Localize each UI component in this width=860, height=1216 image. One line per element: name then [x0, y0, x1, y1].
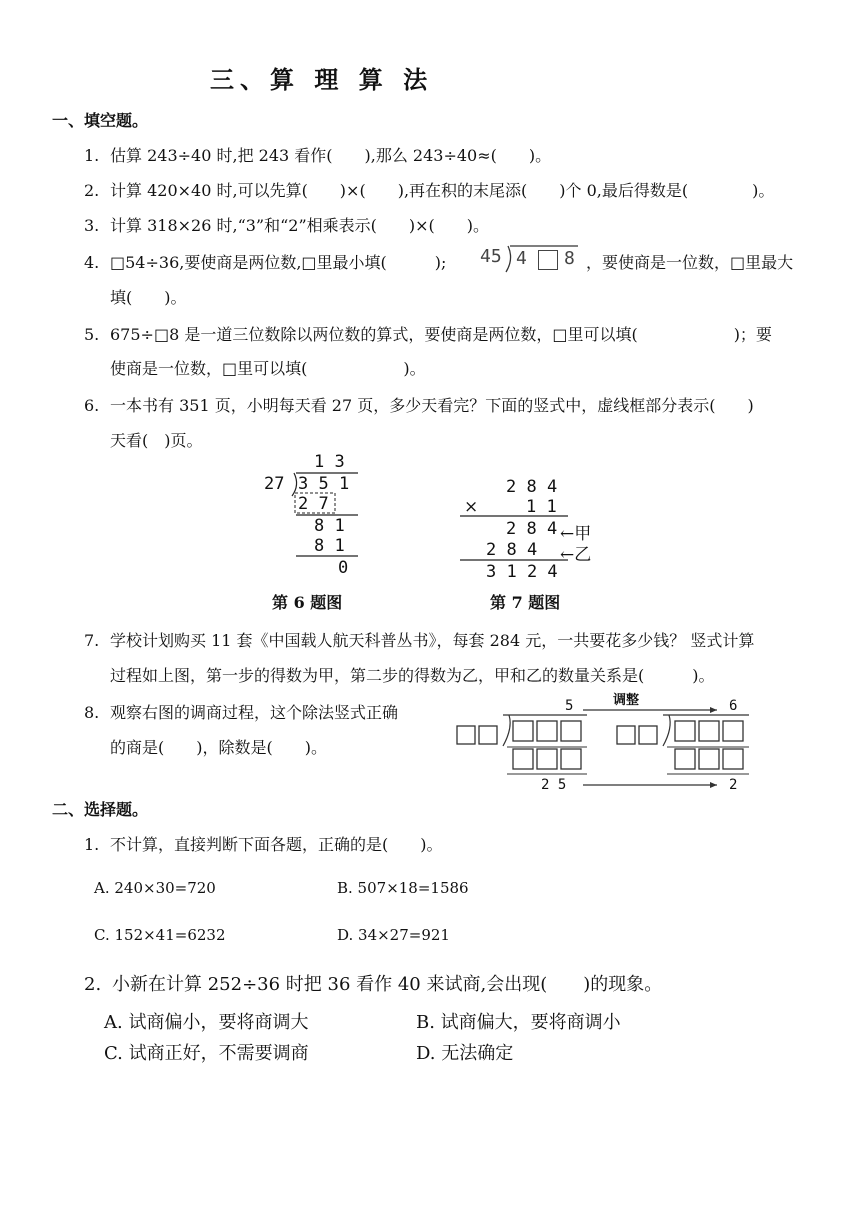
fig7-label-jia: ←甲: [560, 524, 592, 544]
fig7-multiplier: 1 1: [526, 497, 557, 517]
fig7-label-yi: ←乙: [560, 545, 592, 565]
choice-question-2: 2. 小新在计算 252÷36 时把 36 看作 40 来试商,会出现( )的现象。: [84, 974, 663, 995]
question-5: 5. 675÷□8 是一道三位数除以两位数的算式，要使商是两位数，□里可以填( )；要: [84, 325, 772, 344]
choice-question-1: 1. 不计算，直接判断下面各题，正确的是( )。: [84, 835, 443, 854]
fig8-bottom-right: 2: [729, 777, 738, 793]
question-4: 4. □54÷36,要使商是两位数,□里最小填( );: [84, 253, 447, 272]
fig6-divisor: 27: [264, 474, 285, 494]
q4-divisor: 45: [480, 246, 502, 267]
question-4-line-3: 填( )。: [110, 288, 187, 307]
q4-blank-box: [538, 250, 558, 270]
choice-1-option-b: B. 507×18=1586: [337, 879, 469, 897]
question-8: 8. 观察右图的调商过程，这个除法竖式正确: [84, 703, 399, 722]
choice-2-option-b: B. 试商偏大，要将商调小: [416, 1012, 621, 1033]
fig6-step2: 8 1: [314, 516, 345, 536]
section1-heading: 一、填空题。: [52, 111, 149, 130]
question-6-line-2: 天看( )页。: [110, 431, 203, 450]
page-title: 三、算 理 算 法: [210, 65, 434, 94]
choice-1-option-d: D. 34×27=921: [337, 926, 450, 944]
question-8-line-2: 的商是( )，除数是( )。: [110, 738, 327, 757]
question-2: 2. 计算 420×40 时,可以先算( )×( ),再在积的末尾添( )个 0,最后得数是( )。: [84, 181, 775, 200]
fig8-lines: [455, 688, 755, 798]
fig6-quotient: 1 3: [314, 452, 345, 472]
fig8-quotient-right: 6: [729, 698, 738, 714]
figure-8-quotient-adjustment: [455, 688, 755, 798]
choice-1-option-c: C. 152×41=6232: [94, 926, 226, 944]
question-7: 7. 学校计划购买 11 套《中国载人航天科普丛书》，每套 284 元，一共要花多少钱？ 竖式计算: [84, 631, 755, 650]
question-7-line-2: 过程如上图，第一步的得数为甲，第二步的得数为乙，甲和乙的数量关系是( )。: [110, 666, 715, 685]
figure-7-caption: 第 7 题图: [490, 593, 561, 612]
fig7-times-sign: ×: [464, 497, 479, 517]
question-4-line-2: ，要使商是一位数，□里最大: [586, 253, 794, 272]
fig7-top: 2 8 4: [506, 477, 558, 497]
figure-6-caption: 第 6 题图: [272, 593, 343, 612]
question-3: 3. 计算 318×26 时,“3”和“2”相乘表示( )×( )。: [84, 216, 490, 235]
fig6-step3: 8 1: [314, 536, 345, 556]
figure-7-multiplication: [456, 475, 616, 585]
fig7-result: 3 1 2 4: [486, 562, 558, 582]
question-6: 6. 一本书有 351 页，小明每天看 27 页，多少天看完？下面的竖式中，虚线框部分表示( ): [84, 396, 754, 415]
q4-dividend-digit-a: 4: [516, 248, 527, 269]
figure-6-long-division: [262, 450, 372, 580]
section2-heading: 二、选择题。: [52, 800, 149, 819]
question-1: 1. 估算 243÷40 时,把 243 看作( ),那么 243÷40≈( )。: [84, 146, 552, 165]
question-5-line-2: 使商是一位数，□里可以填( )。: [110, 359, 426, 378]
fig6-step1: 2 7: [298, 494, 329, 514]
fig7-row2: 2 8 4: [486, 540, 538, 560]
fig8-adjust-label: 调整: [613, 693, 640, 708]
q4-dividend-digit-b: 8: [564, 248, 575, 269]
choice-1-option-a: A. 240×30=720: [94, 879, 216, 897]
choice-2-option-c: C. 试商正好，不需要调商: [104, 1043, 309, 1064]
fig6-remainder: 0: [338, 558, 349, 578]
fig7-row1: 2 8 4: [506, 519, 558, 539]
fig6-dividend: 3 5 1: [298, 474, 350, 494]
choice-2-option-a: A. 试商偏小，要将商调大: [104, 1012, 309, 1033]
choice-2-option-d: D. 无法确定: [416, 1043, 514, 1064]
q4-division-figure: [480, 242, 580, 276]
fig8-bottom-left: 2 5: [541, 777, 567, 793]
fig8-quotient-left: 5: [565, 698, 574, 714]
